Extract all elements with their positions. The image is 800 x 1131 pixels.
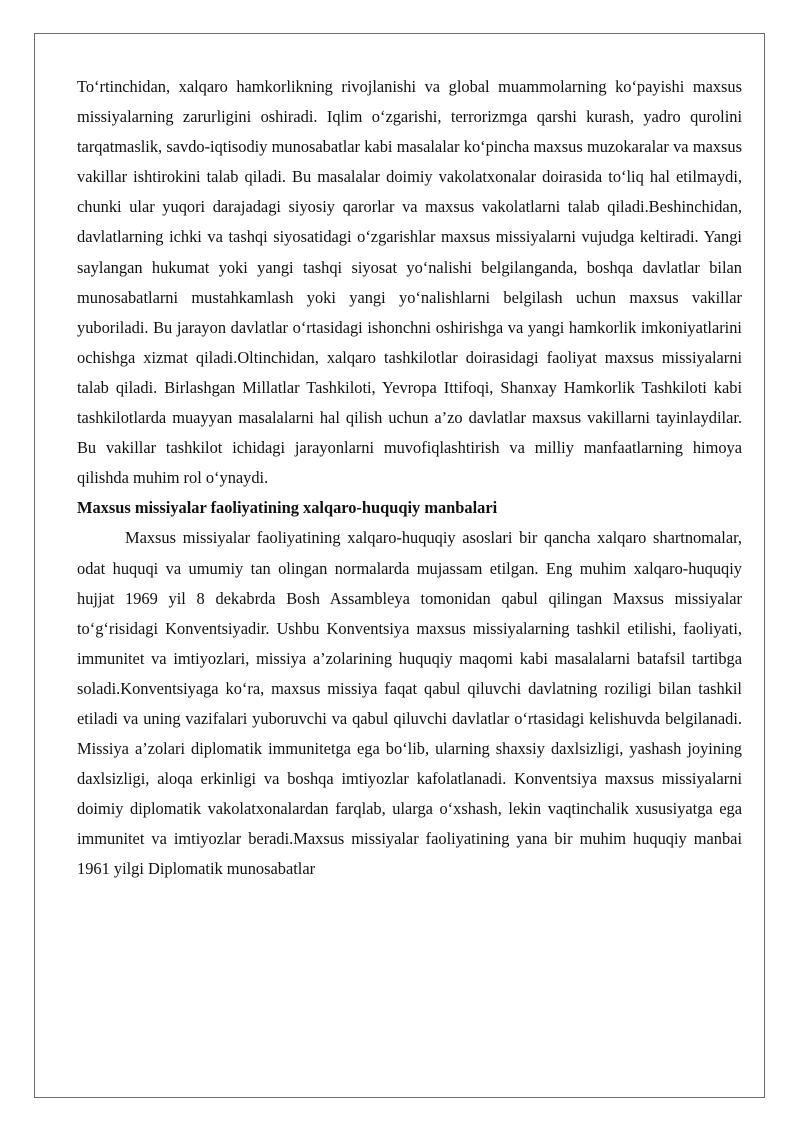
body-paragraph: To‘rtinchidan, xalqaro hamkorlikning rivojlanishi va global muammolarning ko‘payishi maxsus missiyalarning zarurligini oshiradi. Iqlim o‘zgarishi, terrorizmga qarshi kurash, yadro qurolini tarqatmaslik, savdo-iqtisodiy munosabatlar kabi masalalar ko‘pincha maxsus muzokaralar va maxsus vakillar ishtirokini talab qiladi. Bu masalalar doimiy vakolatxonalar doirasida to‘liq hal etilmaydi, chunki ular yuqori darajadagi siyosiy qarorlar va maxsus vakolatlarni talab qiladi.Beshinchidan, davlatlarning ichki va tashqi siyosatidagi o‘zgarishlar maxsus missiyalarni vujudga keltiradi. Yangi saylangan hukumat yoki yangi tashqi siyosat yo‘nalishi belgilanganda, boshqa davlatlar bilan munosabatlarni mustahkamlash yoki yangi yo‘nalishlarni belgilash uchun maxsus vakillar yuboriladi. Bu jarayon davlatlar o‘rtasidagi ishonchni oshirishga va yangi hamkorlik imkoniyatlarini ochishga xizmat qiladi.Oltinchidan, xalqaro tashkilotlar doirasidagi faoliyat maxsus missiyalarni talab qiladi. Birlashgan Millatlar Tashkiloti, Yevropa Ittifoqi, Shanxay Hamkorlik Tashkiloti kabi tashkilotlarda muayyan masalalarni hal qilish uchun a’zo davlatlar maxsus vakillarni tayinlaydilar. Bu vakillar tashkilot ichidagi jarayonlarni muvofiqlashtirish va milliy manfaatlarning himoya qilishda muhim rol o‘ynaydi.	[77, 77, 742, 488]
body-paragraph: Maxsus missiyalar faoliyatining xalqaro-huquqiy asoslari bir qancha xalqaro shartnomalar, odat huquqi va umumiy tan olingan normalarda mujassam etilgan. Eng muhim xalqaro-huquqiy hujjat 1969 yil 8 dekabrda Bosh Assambleya tomonidan qabul qilingan Maxsus missiyalar to‘g‘risidagi Konventsiyadir. Ushbu Konventsiya maxsus missiyalarning tashkil etilishi, faoliyati, immunitet va imtiyozlari, missiya a’zolarining huquqiy maqomi kabi masalalarni batafsil tartibga soladi.Konventsiyaga ko‘ra, maxsus missiya faqat qabul qiluvchi davlatning roziligi bilan tashkil etiladi va uning vazifalari yuboruvchi va qabul qiluvchi davlatlar o‘rtasidagi kelishuvda belgilanadi. Missiya a’zolari diplomatik immunitetga ega bo‘lib, ularning shaxsiy daxlsizligi, yashash joyining daxlsizligi, aloqa erkinligi va boshqa imtiyozlar kafolatlanadi. Konventsiya maxsus missiyalarni doimiy diplomatik vakolatxonalardan farqlab, ularga o‘xshash, lekin vaqtinchalik xususiyatga ega immunitet va imtiyozlar beradi.Maxsus missiyalar faoliyatining yana bir muhim huquqiy manbai 1961 yilgi Diplomatik munosabatlar	[77, 528, 742, 879]
section-heading: Maxsus missiyalar faoliyatining xalqaro-huquqiy manbalari	[77, 498, 498, 518]
document-body	[77, 72, 742, 885]
